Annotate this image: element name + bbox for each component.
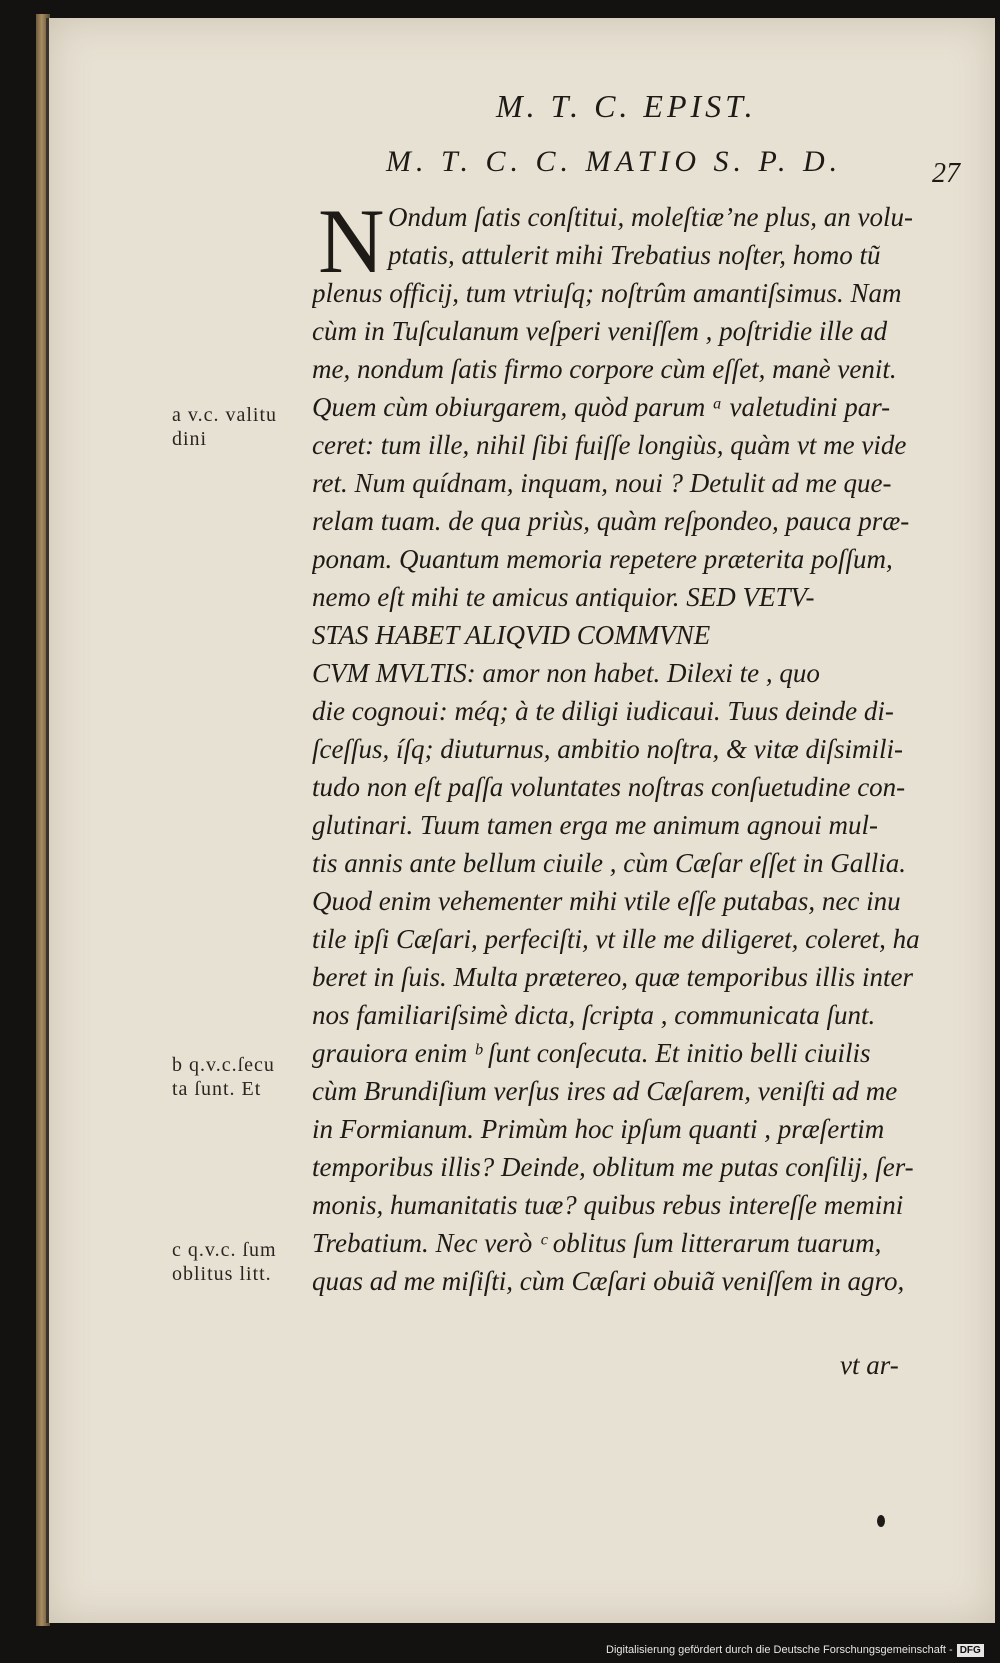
- drop-cap: N: [318, 190, 385, 292]
- text-line: quas ad me miſiſti, cùm Cæſari obuiã veniſſem in agro,: [312, 1266, 905, 1296]
- text-line: tis annis ante bellum ciuile , cùm Cæſar eſſet in Gallia.: [312, 848, 906, 878]
- catchword: vt ar-: [840, 1350, 899, 1380]
- text-line: Quem cùm obiurgarem, quòd parum ᵃ valetudini par-: [312, 392, 891, 422]
- credit-text: Digitalisierung gefördert durch die Deutsche Forschungsgemeinschaft -: [606, 1644, 953, 1656]
- text-line: nos familiariſsimè dicta, ſcripta , communicata ſunt.: [312, 1000, 876, 1030]
- margin-note-line: ta ſunt. Et: [172, 1078, 262, 1100]
- margin-note-b: [172, 1053, 312, 1101]
- ink-spot: [877, 1515, 885, 1527]
- text-line: cùm Brundiſium verſus ires ad Cæſarem, veniſti ad me: [312, 1076, 898, 1106]
- text-line: in Formianum. Primùm hoc ipſum quanti , præſertim: [312, 1114, 885, 1144]
- page-number: 27: [932, 158, 960, 189]
- margin-note-line: c q.v.c. ſum: [172, 1239, 277, 1261]
- digitization-credit: [606, 1644, 984, 1657]
- text-line: ponam. Quantum memoria repetere præterita poſſum,: [312, 544, 893, 574]
- text-line: tudo non eſt paſſa voluntates noſtras conſuetudine con-: [312, 772, 906, 802]
- text-line: Quod enim vehementer mihi vtile eſſe putabas, nec inu: [312, 886, 901, 916]
- text-line: ret. Num quídnam, inquam, noui ? Detulit ad me que-: [312, 468, 892, 498]
- running-head: M. T. C. EPIST.: [496, 88, 757, 124]
- text-line: CVM MVLTIS: amor non habet. Dilexi te , quo: [312, 658, 820, 688]
- text-line: ptatis, attulerit mihi Trebatius noſter, homo tũ: [388, 240, 881, 270]
- text-line: Trebatium. Nec verò ᶜ oblitus ſum litterarum tuarum,: [312, 1228, 882, 1258]
- text-line: plenus officij, tum vtriuſq; noſtrûm amantiſsimus. Nam: [312, 278, 902, 308]
- text-line: tile ipſi Cæſari, perfeciſti, vt ille me diligeret, coleret, ha: [312, 924, 920, 954]
- margin-note-line: b q.v.c.ſecu: [172, 1054, 275, 1076]
- text-line: relam tuam. de qua priùs, quàm reſpondeo, pauca præ-: [312, 506, 910, 536]
- text-line: grauiora enim ᵇ ſunt conſecuta. Et initio belli ciuilis: [312, 1038, 871, 1068]
- margin-note-line: dini: [172, 428, 208, 450]
- text-line: ceret: tum ille, nihil ſibi fuiſſe longiùs, quàm vt me vide: [312, 430, 907, 460]
- text-line: glutinari. Tuum tamen erga me animum agnoui mul-: [312, 810, 878, 840]
- margin-note-a: [172, 403, 312, 451]
- letter-heading: M. T. C. C. MATIO S. P. D.: [386, 145, 843, 178]
- letter-text: [312, 198, 960, 1300]
- text-line: temporibus illis? Deinde, oblitum me putas conſilij, ſer-: [312, 1152, 914, 1182]
- margin-note-c: [172, 1238, 312, 1286]
- margin-note-line: oblitus litt.: [172, 1263, 272, 1285]
- text-line: Ondum ſatis conſtitui, moleſtiæ’ne plus, an volu-: [388, 202, 913, 232]
- text-line: ſceſſus, íſq; diuturnus, ambitio noſtra, & vitæ diſsimili-: [312, 734, 904, 764]
- text-line: beret in ſuis. Multa prætereo, quæ temporibus illis inter: [312, 962, 913, 992]
- text-line: monis, humanitatis tuæ? quibus rebus intereſſe memini: [312, 1190, 904, 1220]
- text-line: me, nondum ſatis firmo corpore cùm eſſet, manè venit.: [312, 354, 897, 384]
- text-line: cùm in Tuſculanum veſperi veniſſem , poſtridie ille ad: [312, 316, 888, 346]
- margin-note-line: a v.c. valitu: [172, 404, 278, 426]
- text-line: STAS HABET ALIQVID COMMVNE: [312, 620, 711, 650]
- text-line: die cognoui: méq; à te diligi iudicaui. Tuus deinde di-: [312, 696, 894, 726]
- text-line: nemo eſt mihi te amicus antiquior. SED VETV-: [312, 582, 815, 612]
- dfg-logo: DFG: [957, 1644, 984, 1657]
